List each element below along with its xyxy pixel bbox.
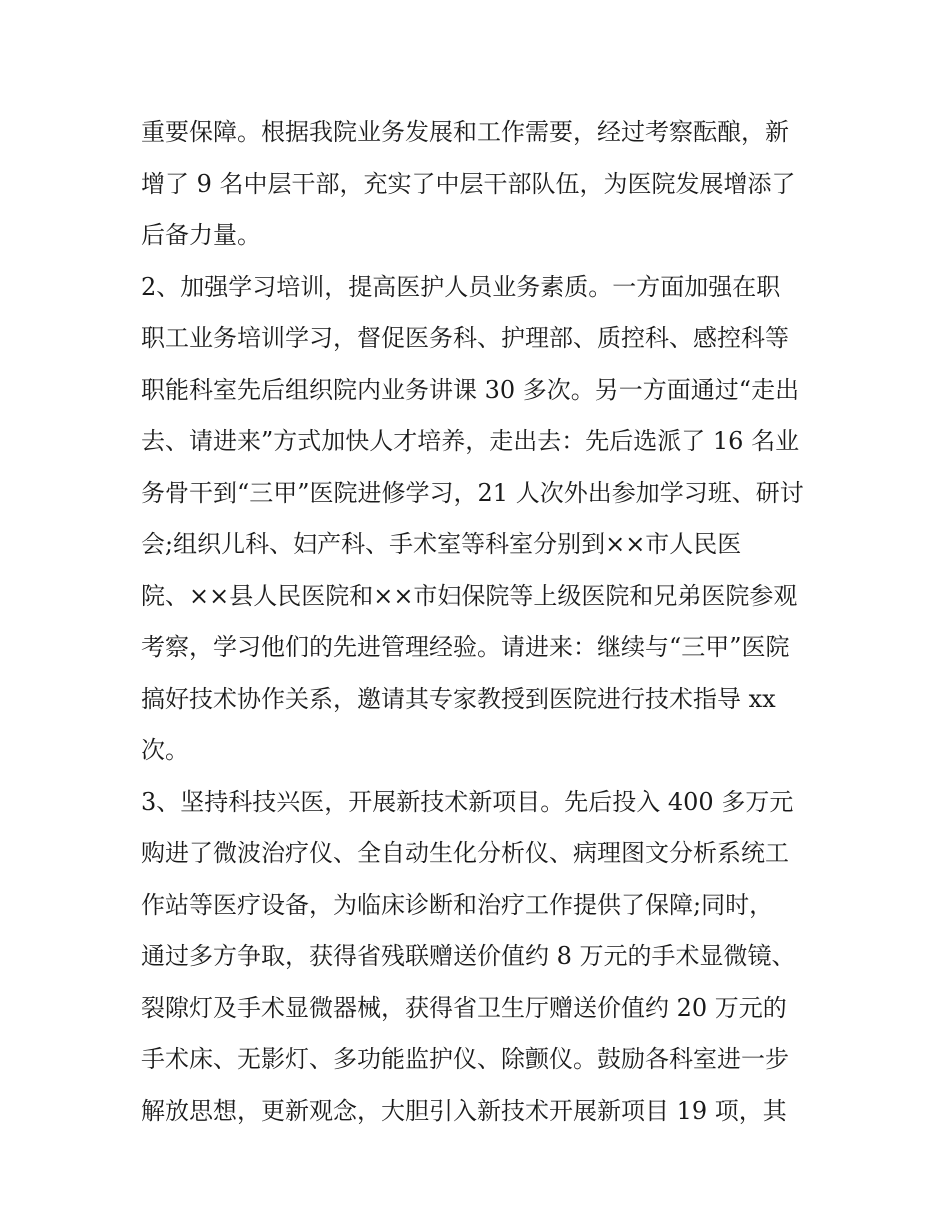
text-line: 解放思想，更新观念，大胆引入新技术开展新项目 19 项，其 (141, 1096, 787, 1125)
text-line: 职能科室先后组织院内业务讲课 30 多次。另一方面通过“走出 (141, 375, 800, 404)
text-line: 裂隙灯及手术显微器械，获得省卫生厅赠送价值约 20 万元的 (141, 993, 787, 1022)
text-line: 后备力量。 (141, 221, 261, 249)
text-line: 搞好技术协作关系，邀请其专家教授到医院进行技术指导 xx (141, 684, 776, 713)
document-body (141, 107, 821, 1137)
text-line: 职工业务培训学习，督促医务科、护理部、质控科、感控科等 (141, 324, 789, 352)
text-line: 考察，学习他们的先进管理经验。请进来：继续与“三甲”医院 (141, 633, 790, 661)
text-line: 次。 (141, 736, 189, 764)
text-line: 院、××县人民医院和××市妇保院等上级医院和兄弟医院参观 (141, 581, 798, 610)
text-line: 2、加强学习培训，提高医护人员业务素质。一方面加强在职 (141, 272, 781, 301)
text-line: 会;组织儿科、妇产科、手术室等科室分别到××市人民医 (141, 530, 742, 558)
text-line: 重要保障。根据我院业务发展和工作需要，经过考察酝酿，新 (141, 118, 789, 146)
text-line: 手术床、无影灯、多功能监护仪、除颤仪。鼓励各科室进一步 (141, 1045, 789, 1073)
text-line: 作站等医疗设备，为临床诊断和治疗工作提供了保障;同时， (141, 890, 774, 919)
text-line: 去、请进来”方式加快人才培养，走出去：先后选派了 16 名业 (141, 427, 800, 455)
text-line: 3、坚持科技兴医，开展新技术新项目。先后投入 400 多万元 (141, 787, 794, 816)
text-line: 务骨干到“三甲”医院进修学习，21 人次外出参加学习班、研讨 (141, 478, 804, 507)
text-line: 购进了微波治疗仪、全自动生化分析仪、病理图文分析系统工 (141, 839, 789, 867)
text-line: 增了 9 名中层干部，充实了中层干部队伍，为医院发展增添了 (141, 169, 796, 198)
text-line: 通过多方争取，获得省残联赠送价值约 8 万元的手术显微镜、 (141, 942, 796, 970)
